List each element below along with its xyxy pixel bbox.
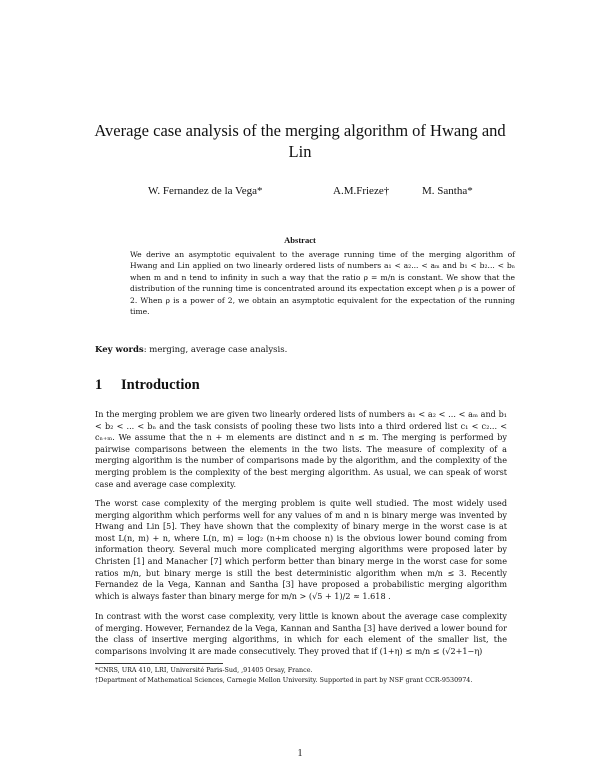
paragraph: In the merging problem we are given two linearly ordered lists of numbers a₁ < a₂ < ... < aₘ and b₁ < b₂ < ... < bₙ and the task consists of pooling these two lists into a third ordered list c₁ < c₂... < cₙ₊ₘ. We assume that the n + m elements are distinct and n ≤ m. The merging is performed by pairwise comparisons between the elements in the two lists. The measure of complexity of a merging algorithm is the number of comparisons made by the algorithm, and the complexity of the merging problem is the complexity of the best merging algorithm. As usual, we can speak of worst case and average case complexity.	[95, 409, 507, 489]
footnote: *CNRS, URA 410, LRI, Université Paris-Sud, ,91405 Orsay, France.	[95, 666, 313, 674]
keywords-line	[95, 345, 515, 355]
abstract-body: We derive an asymptotic equivalent to the average running time of the merging algorithm of Hwang and Lin applied on two linearly ordered lists of numbers a₁ < a₂... < aₘ and b₁ < b₂... < bₙ when m and n tend to infinity in such a way that the ratio ρ = m/n is constant. We show that the distribution of the running time is concentrated around its expectation except when ρ is a power of 2. When ρ is a power of 2, we obtain an asymptotic equivalent for the expectation of the running time.	[130, 250, 515, 317]
footnote: †Department of Mathematical Sciences, Carnegie Mellon University. Supported in part by NSF grant CCR-9530974.	[95, 676, 473, 684]
author-2: A.M.Frieze†	[333, 185, 390, 197]
section-number: 1	[95, 377, 103, 393]
keywords-label: Key words	[95, 345, 144, 355]
author-1: W. Fernandez de la Vega*	[148, 185, 263, 197]
paragraph: In contrast with the worst case complexity, very little is known about the average case complexity of merging. However, Fernandez de la Vega, Kannan and Santha [3] have derived a lower bound for the class of insertive merging algorithms, in which for each element of the smaller list, the comparisons involving it are made consecutively. They proved that if (1+η) ≤ m/n ≤ (√2+1−η)	[95, 611, 507, 656]
keywords-text: : merging, average case analysis.	[143, 345, 288, 355]
section-heading	[95, 377, 200, 394]
paper-title: Average case analysis of the merging algorithm of Hwang and Lin	[94, 121, 506, 161]
abstract-heading: Abstract	[284, 235, 316, 245]
section-title: Introduction	[121, 377, 200, 393]
footnote-rule	[95, 663, 223, 664]
paragraph: The worst case complexity of the merging problem is quite well studied. The most widely used merging algorithm which performs well for any values of m and n is binary merge was invented by Hwang and Lin [5]. They have shown that the complexity of binary merge in the worst case is at most L(n, m) + n, where L(n, m) = log₂ (n+m choose n) is the obvious lower bound coming from information theory. Several much more complicated merging algorithms were proposed later by Christen [1] and Manacher [7] which perform better than binary merge in the worst case for some ratios m/n, but binary merge is still the best deterministic algorithm when m/n ≤ 3. Recently Fernandez de la Vega, Kannan and Santha [3] have proposed a probabilistic merging algorithm which is always faster than binary merge for m/n > (√5 + 1)/2 ≈ 1.618 .	[95, 498, 507, 601]
page-number: 1	[297, 748, 303, 759]
author-3: M. Santha*	[422, 185, 473, 197]
